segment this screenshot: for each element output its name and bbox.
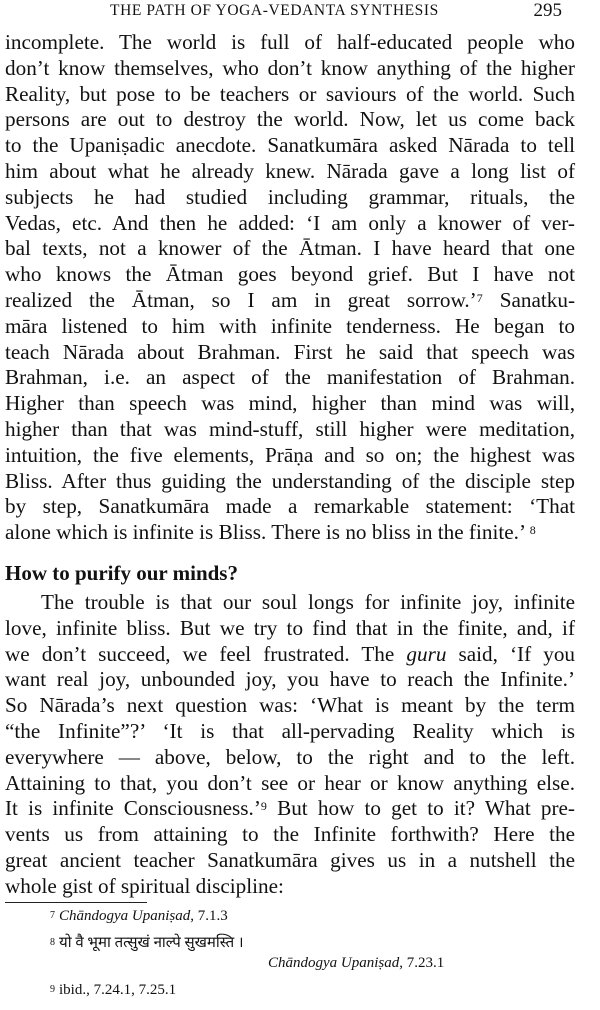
text-segment: we don’t succeed, we feel frustrated. The [5, 641, 395, 666]
text-segment: said, ‘If you [458, 641, 576, 666]
footnote-ref-9[interactable]: 9 [260, 799, 267, 814]
text-segment: realized the Ātman, so I am in great sorrow.’ [5, 287, 477, 312]
text-line: Higher than speech was mind, higher than mind was will, [5, 391, 575, 416]
footnote-ref-7[interactable]: 7 [476, 290, 483, 305]
paragraph-2 [5, 590, 575, 900]
section-heading: How to purify our minds? [5, 560, 238, 585]
footnote-divider [5, 902, 147, 903]
text-line: subjects he had studied including grammar, rituals, the [5, 184, 575, 209]
text-line: great ancient teacher Sanatkumāra gives us in a nutshell the [5, 847, 575, 872]
footnote-source-title: Chāndogya Upaniṣad [59, 908, 191, 924]
text-segment: It is infinite Consciousness.’ [5, 796, 261, 821]
running-title: THE PATH OF YOGA-VEDANTA SYNTHESIS [110, 2, 439, 19]
text-line [5, 520, 575, 546]
running-head [0, 2, 600, 26]
text-line [5, 642, 575, 668]
text-line [5, 796, 575, 822]
text-line: The trouble is that our soul longs for infinite joy, infinite [41, 589, 575, 614]
footnote-source-title: Chāndogya Upaniṣad [268, 955, 400, 971]
page-body [5, 30, 575, 900]
text-line: Attaining to that, you don’t see or hear or know anything else. [5, 770, 575, 795]
paragraph-1 [5, 30, 575, 546]
text-line [5, 288, 575, 314]
footnote-ref-8[interactable]: 8 [529, 523, 536, 538]
footnote-mark: 8 [50, 937, 55, 948]
sanskrit-quote: यो वै भूमा तत्सुखं नाल्पे सुखमस्ति । [59, 935, 244, 951]
emphasis-guru: guru [406, 641, 447, 666]
text-line: whole gist of spiritual discipline: [5, 873, 284, 898]
footnotes [50, 906, 580, 1000]
text-line: Reality, but pose to be teachers or saviours of the world. Such [5, 81, 575, 106]
page-number: 295 [533, 0, 562, 21]
footnote-8 [50, 933, 580, 953]
text-line: want real joy, unbounded joy, you have to reach the Infinite.’ [5, 667, 575, 692]
text-line: Vedas, etc. And then he added: ‘I am only a knower of ver- [5, 210, 575, 235]
text-line: So Nārada’s next question was: ‘What is meant by the term [5, 693, 575, 718]
text-line: higher than that was mind-stuff, still higher were meditation, [5, 416, 575, 441]
text-line: him about what he already knew. Nārada gave a long list of [5, 158, 575, 183]
footnote-location: , 7.1.3 [190, 908, 228, 924]
text-line: Brahman, i.e. an aspect of the manifestation of Brahman. [5, 365, 575, 390]
text-line: everywhere — above, below, to the right and to the left. [5, 744, 575, 769]
footnote-mark: 9 [50, 984, 55, 995]
text-line: “the Infinite”?’ ‘It is that all-pervading Reality which is [5, 718, 575, 743]
footnote-9 [50, 980, 580, 1000]
text-line: intuition, the five elements, Prāṇa and so on; the highest was [5, 442, 575, 467]
text-line: love, infinite bliss. But we try to find that in the finite, and, if [5, 615, 575, 640]
text-line: incomplete. The world is full of half-educated people who [5, 30, 575, 54]
text-line: by step, Sanatkumāra made a remarkable statement: ‘That [5, 494, 575, 519]
text-line: Bliss. After thus guiding the understanding of the disciple step [5, 468, 575, 493]
text-line: teach Nārada about Brahman. First he said that speech was [5, 339, 575, 364]
footnote-8-source [50, 953, 580, 973]
text-line: don’t know themselves, who don’t know anything of the higher [5, 55, 575, 80]
text-line: persons are out to destroy the world. Now, let us come back [5, 107, 575, 132]
text-segment: alone which is infinite is Bliss. There is no bliss in the finite.’ [5, 520, 525, 545]
text-line: māra listened to him with infinite tenderness. He began to [5, 313, 575, 338]
text-line: bal texts, not a knower of the Ātman. I have heard that one [5, 236, 575, 261]
footnote-text: ibid., 7.24.1, 7.25.1 [59, 982, 177, 998]
footnote-7 [50, 906, 580, 926]
text-line: to the Upaniṣadic anecdote. Sanatkumāra asked Nārada to tell [5, 133, 575, 158]
text-segment: But how to get to it? What pre- [277, 796, 575, 821]
text-line: who knows the Ātman goes beyond grief. But I have not [5, 262, 575, 287]
text-line: vents us from attaining to the Infinite forthwith? Here the [5, 822, 575, 847]
footnote-location: , 7.23.1 [399, 955, 445, 971]
text-segment: Sanatku- [499, 287, 576, 312]
footnote-mark: 7 [50, 910, 55, 921]
